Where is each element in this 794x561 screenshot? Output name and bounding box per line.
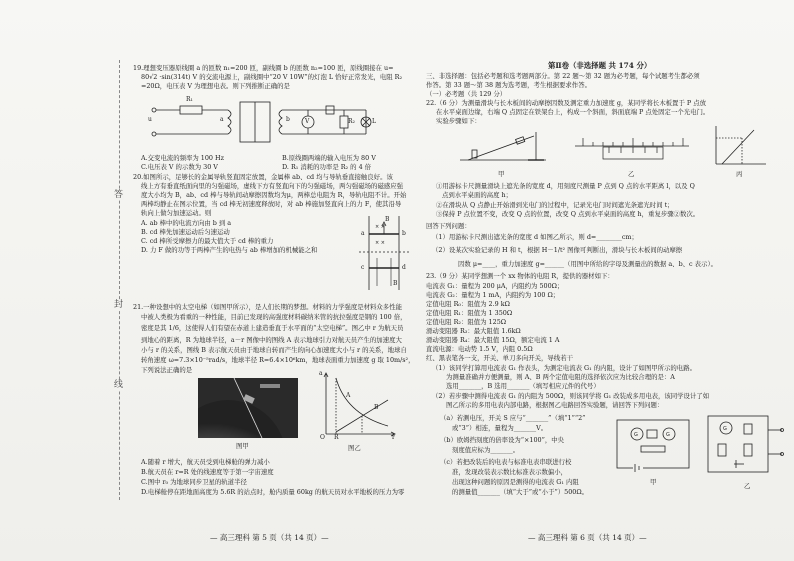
margin-char: 线	[114, 380, 124, 390]
q23-part: 为测量准确并方便测量，则 A、B 两个定值电阻的选择依次应为比较合理的是：A	[446, 373, 675, 381]
q21-line: 中被人类极为看重的一种性能，目前已发现的高强度材料碳纳米管的抗拉强度是钢的 100 倍，	[141, 313, 407, 321]
q19-option: C.电压表 V 的示数为 30 V	[141, 163, 218, 171]
q23-subpart: （b）欧姆挡刻度的倍率设为“×100”，中央	[440, 436, 565, 444]
q22-step: ③保持 P 点位置不变，改变 Q 点的位置，改变 Q 点到水平桌面的高度 h，重复步骤②数次。	[436, 210, 700, 218]
figure-caption: 丙	[736, 170, 743, 178]
rail-magnet-figure	[355, 214, 413, 292]
instructions-line: （一）必考题（共 129 分）	[426, 90, 507, 98]
q23-subpart: 的测量值_______（填“大于”或“小于”）500Ω。	[452, 488, 589, 496]
margin-char: 答	[114, 190, 124, 200]
q23-equipment: 直流电源：电动势 1.5 V，内阻 0.5Ω	[426, 345, 533, 353]
q23-equipment: 定值电阻 R₁：阻值为 1 350Ω	[426, 309, 513, 317]
svg-text:G: G	[666, 432, 670, 438]
q23-subpart: 出现这种问题的原因是测得的电流表 G₁ 内阻	[452, 478, 579, 486]
q23-equipment: 滑动变阻器 R₃：最大阻值 1.6kΩ	[426, 327, 521, 335]
circuit-label: u	[148, 116, 152, 123]
figure-caption: 甲	[650, 478, 657, 486]
page-footer: — 高三理科 第 6 页（共 14 页）—	[528, 533, 647, 542]
q23-equipment: 电流表 G₁：量程为 200 μA，内阻约为 500Ω；	[426, 282, 564, 290]
q20-line: 轨向上做匀加速运动。则	[141, 209, 212, 217]
q21-option: A.随着 r 增大，航天员受到电梯舱的弹力减小	[141, 458, 270, 466]
axis-label: r	[392, 434, 395, 441]
figure-caption: 乙	[628, 170, 635, 178]
svg-text:G: G	[634, 432, 638, 438]
instructions-line: 三、非选择题：包括必考题和选考题两部分。第 22 题～第 32 题为必考题，每个试题考生都必须	[426, 72, 700, 80]
q23-subpart: （a）若测电压，开关 S 应与“_______”（填“1”“2”	[440, 414, 586, 422]
figure-caption: 图乙	[348, 444, 361, 452]
curve-label: A	[346, 392, 351, 399]
figure-caption: 乙	[744, 482, 751, 490]
instructions-line: 作答。第 33 题～第 38 题为选考题，考生根据要求作答。	[426, 81, 591, 89]
margin-char: 封	[114, 300, 124, 310]
circuit-label: L	[372, 118, 376, 125]
cut-line	[119, 60, 121, 500]
figure-label: b	[402, 230, 406, 237]
q21-line: 21.一种设想中的太空电梯（如图甲所示），是人们长期的梦想。材料的力学强度是材料众多性能	[133, 303, 402, 311]
q23-part: （1）该同学打算用电流表 G₁ 作表头，为测定电流表 G₁ 的内阻，设计了如图甲所示的电路。	[432, 364, 696, 372]
q23-line: 23.（9 分）某同学想测一个 xx 物体的电阻 R，提供的器材如下：	[426, 272, 614, 280]
right-page	[418, 0, 794, 561]
q19-line: =20Ω，电压表 V 为理想电表。则下列推断正确的是	[141, 82, 290, 90]
circuit-label: R₁	[186, 96, 193, 103]
section-title: 第Ⅱ卷（非选择题 共 174 分）	[548, 61, 652, 70]
page-footer: — 高三理科 第 5 页（共 14 页）—	[210, 533, 329, 542]
q21-line: 到地心的距离，R 为地球半径，a－r 图像中的图线 A 表示地球引力对航天员产生的加速度大	[141, 336, 402, 344]
vernier-caliper-figure	[573, 134, 691, 164]
q22-line: 回答下列问题：	[426, 222, 471, 230]
q21-line: 密度是其 1/6，这使得人们有望在赤道上建造垂直于水平面的“太空电梯”。图乙中 r 为航天员	[141, 324, 404, 332]
svg-text:× ×: × ×	[375, 240, 385, 246]
q23-equipment: 电流表 G₂：量程为 1 mA，内阻约为 100 Ω；	[426, 291, 560, 299]
q23-equipment: 滑动变阻器 R₄：最大阻值 15Ω，额定电流 1 A	[426, 336, 560, 344]
q20-line: 线上方有垂直纸面向里的匀强磁场，虚线下方有竖直向下的匀强磁场，两匀强磁场的磁感应强	[141, 182, 404, 190]
figure-caption: 图甲	[236, 442, 249, 450]
q21-option: B.航天员在 r=R 处的线速度等于第一宇宙速度	[141, 468, 274, 476]
q20-option: C. cd 棒所受摩擦力的最大值大于 cd 棒的重力	[141, 237, 274, 245]
q20-line: 度大小均为 B，ab、cd 棒与导轨间动摩擦因数均为μ，两棒总电阻为 R，导轨电阻不计。开始	[141, 191, 407, 199]
axis-label: O	[320, 434, 325, 441]
q22-step: ②在滑块从 Q 点静止开始滑到光电门的过程中，记录光电门时间遮光条遮光时间 t；	[436, 201, 674, 209]
q20-option: A. ab 棒中的电流方向由 b 到 a	[141, 219, 232, 227]
figure-label: c	[361, 264, 365, 271]
binding-margin	[0, 0, 124, 561]
q21-line: 转角速度 ω=7.3×10⁻⁵rad/s，地球半径 R=6.4×10⁶km，地球表面重力加速度 g 取 10m/s²，	[141, 356, 415, 364]
q22-part: （1）用游标卡尺测出遮光条的宽度 d 如图乙所示，则 d=________cm；	[432, 233, 638, 241]
circuit-label: V	[305, 118, 310, 125]
q22-step: 点到水平桌面的高度 h；	[442, 191, 513, 199]
q21-option: D.电梯舱停在距地面高度为 5.6R 的站点时，舱内质量 60kg 的航天员对水平地板的压力为零	[141, 488, 405, 496]
q19-option: D. R₁ 消耗的功率是 R₂ 的 4 倍	[282, 163, 372, 171]
q22-line: 在水平桌面边缘，右端 Q 点固定在铁架台上，构成一个斜面，斜面底端 P 点处固定一个光电门。	[436, 108, 710, 116]
figure-label: B	[385, 216, 390, 223]
q22-step: ①用游标卡尺测量滑块上遮光条的宽度 d，用刻度尺测量 P 点到 Q 点的水平距离 l，以及 Q	[436, 182, 695, 190]
q19-line: 80√2 ·sin(314t) V 的交流电源上，副线圈中“20 V 10W”的灯泡 L 恰好正常发光，电阻 R₂	[141, 73, 403, 81]
q21-option: C.图中 r₀ 为地球同步卫星的轨道半径	[141, 478, 247, 486]
q23-equipment: 定值电阻 R₂：阻值为 125Ω	[426, 318, 507, 326]
circuit-label: R₂	[348, 118, 355, 125]
q19-line: 19.理想变压器原线圈 a 的匝数 n₁=200 匝，副线圈 b 的匝数 n₂=100 匝，原线圈接在 u=	[133, 64, 394, 72]
incline-figure	[458, 128, 550, 170]
acceleration-graph	[318, 370, 398, 442]
h-t-graph	[710, 124, 770, 168]
figure-label: a	[361, 230, 365, 237]
q22-part: （2）设某次实验记录的 H 和 t，根据 H－1/t² 图像可判断出，滑块与长木板间的动摩擦	[432, 246, 683, 254]
axis-label: R	[334, 434, 339, 441]
q20-line: 两棒均静止在图示位置，当 cd 棒无初速度释放时，对 ab 棒施加竖直向上的力 F，使其沿导	[141, 200, 402, 208]
q23-subpart: 刻度值应标为_______。	[452, 446, 520, 454]
q23-equipment: 红、黑表笔各一支，开关、单刀多向开关，导线若干	[426, 354, 573, 362]
curve-label: B	[374, 404, 379, 411]
q23-subpart: 准，发现改装表示数比标准表示数偏小，	[452, 468, 568, 476]
circuit-jia	[613, 416, 693, 476]
q23-equipment: 定值电阻 R₀：阻值为 2.9 kΩ	[426, 300, 510, 308]
svg-text:G: G	[723, 426, 727, 432]
axis-label: a	[319, 370, 323, 377]
q21-line: 下列说法正确的是	[141, 366, 193, 374]
q22-line: 22.（6 分）为测量滑块与长木板间的动摩擦因数及测定重力加速度 g，某同学将长木板置于 P 点放	[426, 99, 706, 107]
q20-line: 20.如图所示，足够长的金属导轨竖直固定放置，金属棒 ab、cd 均与导轨垂直接触良好。该	[133, 173, 393, 181]
q23-subpart: 或“3”）相连，量程为_______V。	[452, 424, 548, 432]
q22-line: 实验步骤如下：	[436, 117, 481, 125]
figure-label: B	[393, 280, 398, 287]
svg-text:× ×: × ×	[375, 224, 385, 230]
space-elevator-photo	[198, 378, 298, 438]
q20-option: D. 力 F 做的功等于两棒产生的电热与 ab 棒增加的机械能之和	[141, 246, 318, 254]
q23-part: （2）若步骤中测得电流表 G₁ 的内阻为 500Ω，则该同学将 G₁ 改装成多用电表，该同学设计了如	[432, 392, 710, 400]
q19-option: B.原线圈两端的输入电压为 80 V	[282, 154, 376, 162]
q23-subpart: （c）若把改装后的电表与标准电表串联进行校	[440, 458, 572, 466]
q20-option: B. cd 棒先加速运动后匀速运动	[141, 228, 230, 236]
circuit-label: b	[286, 116, 290, 123]
circuit-label: a	[220, 116, 224, 123]
transformer-circuit	[148, 92, 378, 150]
q19-option: A.交变电流的频率为 100 Hz	[141, 154, 224, 162]
circuit-yi	[704, 410, 788, 480]
figure-caption: 甲	[498, 170, 505, 178]
q23-part: 选用_______，B 选用_______（填写相应元件的代号）	[446, 382, 600, 390]
q21-line: 小与 r 的关系，图线 B 表示航天员由于地球自转而产生的向心加速度大小与 r 的关系，地球自	[141, 346, 407, 354]
q23-part: 图乙所示的多用电表内部电路，根据图乙电路回答实验题，请回答下列问题：	[446, 401, 664, 409]
figure-label: d	[402, 264, 406, 271]
q22-part: 因数 μ=____，重力加速度 g=______（用图中所给的字母及测量出的数据 a、b、c 表示）。	[458, 260, 718, 268]
